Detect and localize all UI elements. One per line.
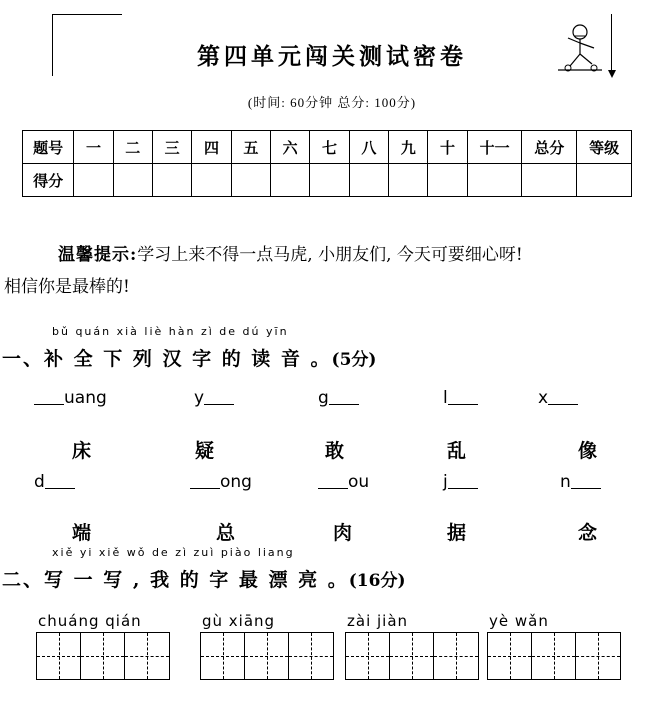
writing-group-1 — [36, 612, 170, 680]
score-table-col-5: 五 — [231, 131, 270, 164]
q1-item-1-blank[interactable] — [34, 389, 64, 405]
score-table-col-4: 四 — [192, 131, 231, 164]
q2-item-1-blank[interactable] — [45, 473, 75, 489]
writing-cell[interactable] — [434, 633, 478, 679]
q1-item-5-char: 像 — [578, 440, 598, 462]
section-1-title — [2, 344, 376, 371]
writing-group-1-label: chuáng qián — [38, 612, 142, 630]
q1-item-4-pinyin[interactable]: l — [443, 388, 478, 408]
q1-item-3-char: 敢 — [325, 440, 345, 462]
writing-cell[interactable] — [576, 633, 620, 679]
writing-cell[interactable] — [532, 633, 576, 679]
q2-item-2-pinyin[interactable]: ong — [190, 472, 252, 492]
score-cell-5[interactable] — [231, 164, 270, 197]
score-table-col-11: 十一 — [467, 131, 522, 164]
writing-cell[interactable] — [125, 633, 169, 679]
header-left-top-rule — [52, 14, 122, 15]
q2-item-3-blank[interactable] — [318, 473, 348, 489]
q2-item-2-char: 总 — [216, 522, 236, 544]
q1-item-4-char: 乱 — [447, 440, 467, 462]
writing-grid-4[interactable] — [487, 632, 621, 680]
q2-item-3-pinyin[interactable]: ou — [318, 472, 369, 492]
q2-item-2-blank[interactable] — [190, 473, 220, 489]
score-cell-1[interactable] — [74, 164, 113, 197]
score-table — [22, 130, 632, 197]
q1-item-2-blank[interactable] — [204, 389, 234, 405]
q2-item-4-char: 据 — [447, 522, 467, 544]
q1-item-2-char: 疑 — [195, 440, 215, 462]
writing-grid-3[interactable] — [345, 632, 479, 680]
q1-item-4-blank[interactable] — [448, 389, 478, 405]
writing-cell[interactable] — [289, 633, 333, 679]
tips-lead: 温馨提示: — [58, 245, 138, 265]
running-child-icon — [550, 22, 610, 76]
writing-group-2-label: gù xiāng — [202, 612, 276, 630]
writing-cell[interactable] — [488, 633, 532, 679]
q1-item-5-blank[interactable] — [548, 389, 578, 405]
q2-item-4-pinyin[interactable]: j — [443, 472, 478, 492]
score-table-col-8: 八 — [349, 131, 388, 164]
section-1-pinyin: bǔ quán xià liè hàn zì de dú yīn — [52, 325, 289, 338]
q1-item-1-pinyin[interactable]: uang — [34, 388, 107, 408]
writing-cell[interactable] — [346, 633, 390, 679]
q1-item-2-pinyin[interactable]: y — [194, 388, 234, 408]
section-2-pinyin: xiě yi xiě wǒ de zì zuì piào liang — [52, 546, 295, 559]
score-cell-9[interactable] — [389, 164, 428, 197]
q2-item-1-char: 端 — [72, 522, 92, 544]
q2-item-1-pinyin[interactable]: d — [34, 472, 75, 492]
page-subtitle: (时间: 60分钟 总分: 100分) — [247, 95, 417, 110]
score-cell-grade[interactable] — [577, 164, 632, 197]
writing-grid-1[interactable] — [36, 632, 170, 680]
score-cell-2[interactable] — [113, 164, 152, 197]
writing-group-4 — [487, 612, 621, 680]
writing-cell[interactable] — [37, 633, 81, 679]
writing-group-2 — [200, 612, 334, 680]
score-table-col-1: 一 — [74, 131, 113, 164]
score-table-col-6: 六 — [271, 131, 310, 164]
page-title: 第四单元闯关测试密卷 — [197, 43, 467, 70]
q1-item-5-pinyin[interactable]: x — [538, 388, 578, 408]
q1-item-1-char: 床 — [72, 440, 92, 462]
table-row-header — [23, 131, 632, 164]
section-1-points: (5分) — [331, 350, 377, 370]
page-header — [52, 14, 612, 110]
score-table-col-7: 七 — [310, 131, 349, 164]
score-table-col-total: 总分 — [522, 131, 577, 164]
score-cell-4[interactable] — [192, 164, 231, 197]
section-2-points: (16分) — [348, 571, 406, 591]
q1-item-3-blank[interactable] — [329, 389, 359, 405]
q2-item-3-char: 肉 — [333, 522, 353, 544]
q1-item-3-pinyin[interactable]: g — [318, 388, 359, 408]
score-table-col-grade: 等级 — [577, 131, 632, 164]
section-1-title-text: 一、补 全 下 列 汉 字 的 读 音 。 — [2, 348, 332, 370]
q2-item-5-blank[interactable] — [571, 473, 601, 489]
score-table-col-3: 三 — [152, 131, 191, 164]
writing-group-4-label: yè wǎn — [489, 612, 549, 630]
tips-body: 学习上来不得一点马虎, 小朋友们, 今天可要细心呀! — [137, 245, 523, 265]
q2-item-5-pinyin[interactable]: n — [560, 472, 601, 492]
writing-group-3 — [345, 612, 479, 680]
score-cell-6[interactable] — [271, 164, 310, 197]
score-table-row-label: 题号 — [23, 131, 74, 164]
writing-cell[interactable] — [201, 633, 245, 679]
score-cell-7[interactable] — [310, 164, 349, 197]
score-cell-8[interactable] — [349, 164, 388, 197]
score-table-col-9: 九 — [389, 131, 428, 164]
score-cell-10[interactable] — [428, 164, 467, 197]
writing-cell[interactable] — [81, 633, 125, 679]
tips-block — [14, 238, 650, 272]
score-cell-total[interactable] — [522, 164, 577, 197]
score-cell-3[interactable] — [152, 164, 191, 197]
score-table-col-2: 二 — [113, 131, 152, 164]
writing-cell[interactable] — [245, 633, 289, 679]
table-row-scores — [23, 164, 632, 197]
exercise1-row-2-chars — [0, 518, 654, 548]
writing-group-3-label: zài jiàn — [347, 612, 409, 630]
q2-item-5-char: 念 — [578, 522, 598, 544]
writing-cell[interactable] — [390, 633, 434, 679]
tips-line2: 相信你是最棒的! — [4, 277, 130, 297]
score-cell-11[interactable] — [467, 164, 522, 197]
section-2-title — [2, 565, 406, 592]
exercise1-row-1-chars — [0, 436, 654, 466]
score-table-col-10: 十 — [428, 131, 467, 164]
q2-item-4-blank[interactable] — [448, 473, 478, 489]
score-table-row-label-2: 得分 — [23, 164, 74, 197]
section-2-title-text: 二、写 一 写 , 我 的 字 最 漂 亮 。 — [2, 569, 349, 591]
writing-grid-2[interactable] — [200, 632, 334, 680]
